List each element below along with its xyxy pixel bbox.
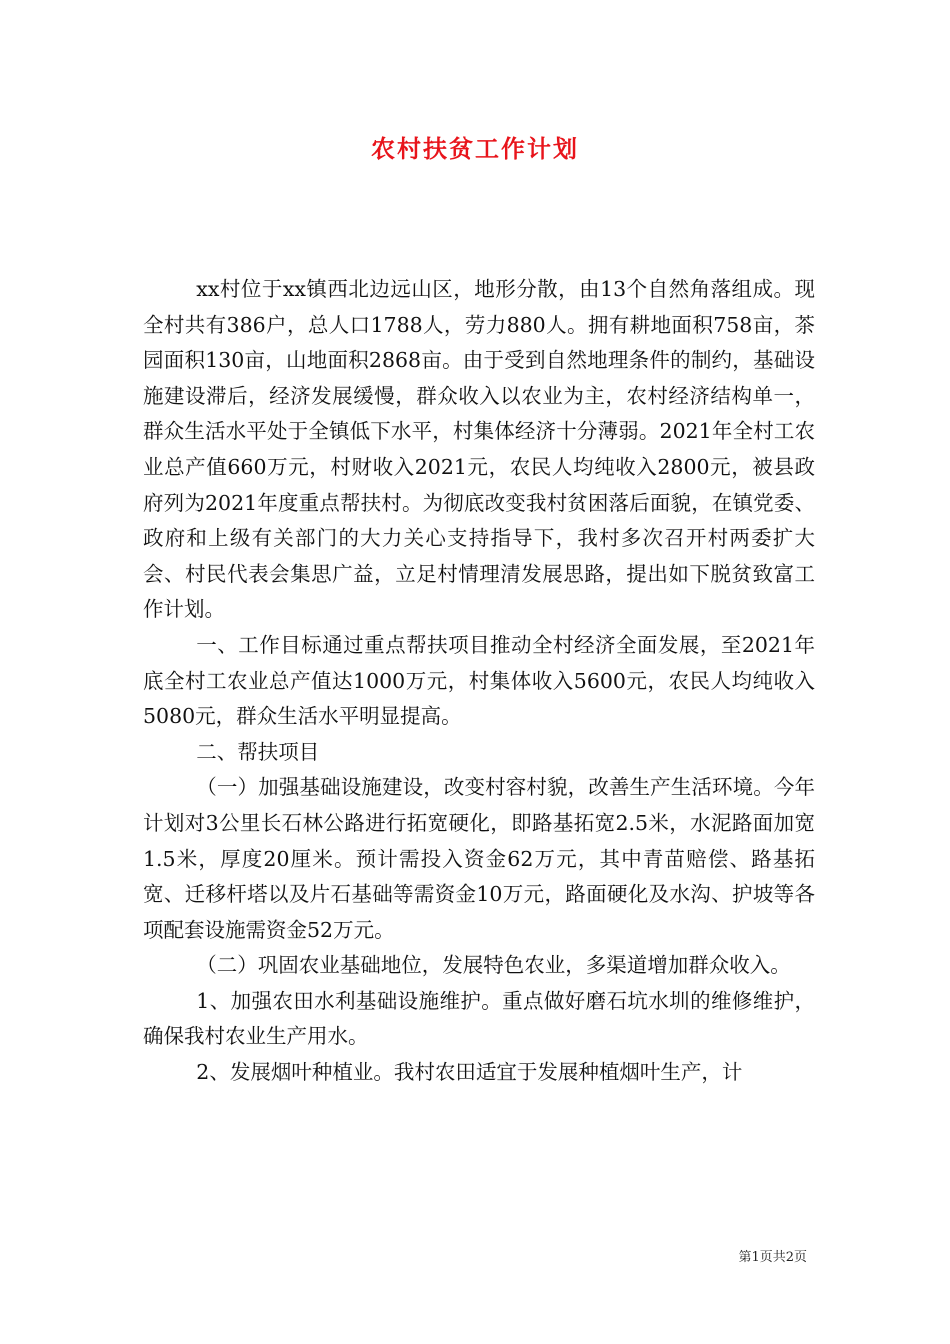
document-body [143, 272, 815, 1091]
document-title: 农村扶贫工作计划 [371, 134, 579, 163]
paragraph-tobacco: 2、发展烟叶种植业。我村农田适宜于发展种植烟叶生产，计 [196, 1060, 743, 1085]
paragraph-infrastructure: （一）加强基础设施建设，改变村容村貌，改善生产生活环境。今年计划对3公里长石林公路进行拓宽硬化，即路基拓宽2.5米，水泥路面加宽1.5米，厚度20厘米。预计需投入资金62万元，其中青苗赔偿、路基拓宽、迁移杆塔以及片石基础等需资金10万元，路面硬化及水沟、护坡等各项配套设施需资金52万元。 [143, 775, 815, 942]
page-number: 第1页共2页 [738, 1250, 807, 1265]
paragraph-irrigation: 1、加强农田水利基础设施维护。重点做好磨石坑水圳的维修维护，确保我村农业生产用水。 [143, 988, 815, 1049]
paragraph-goals: 一、工作目标通过重点帮扶项目推动全村经济全面发展，至2021年底全村工农业总产值达1000万元，村集体收入5600元，农民人均纯收入5080元，群众生活水平明显提高。 [143, 632, 815, 729]
paragraph-intro: xx村位于xx镇西北边远山区，地形分散，由13个自然角落组成。现全村共有386户，总人口1788人，劳力880人。拥有耕地面积758亩，茶园面积130亩，山地面积2868亩。由于受到自然地理条件的制约，基础设施建设滞后，经济发展缓慢，群众收入以农业为主，农村经济结构单一，群众生活水平处于全镇低下水平，村集体经济十分薄弱。2021年全村工农业总产值660万元，村财收入2021元，农民人均纯收入2800元，被县政府列为2021年度重点帮扶村。为彻底改变我村贫困落后面貌，在镇党委、政府和上级有关部门的大力关心支持指导下，我村多次召开村两委扩大会、村民代表会集思广益，立足村情理清发展思路，提出如下脱贫致富工作计划。 [143, 277, 815, 622]
paragraph-agriculture: （二）巩固农业基础地位，发展特色农业，多渠道增加群众收入。 [196, 953, 791, 978]
heading-projects: 二、帮扶项目 [196, 739, 320, 764]
